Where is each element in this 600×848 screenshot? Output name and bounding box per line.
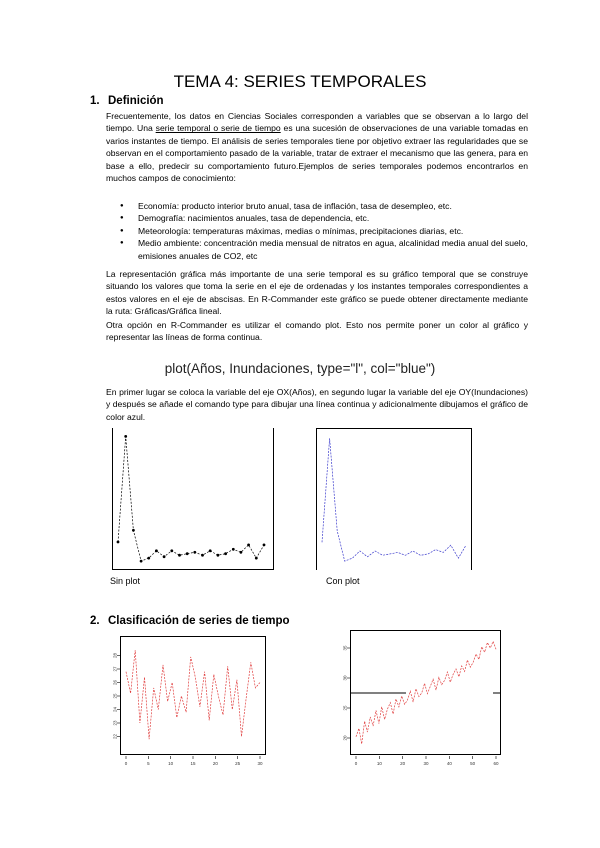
x-tick-label: 20 <box>400 761 406 766</box>
code-example: plot(Años, Inundaciones, type="l", col="blue") <box>164 361 436 376</box>
section-2-heading: Clasificación de series de tiempo <box>108 615 290 627</box>
x-tick-label: 25 <box>235 761 241 766</box>
data-point <box>117 541 120 544</box>
y-tick-label: 28 <box>112 652 118 659</box>
list-item: ● Meteorología: temperaturas máximas, medias o mínimas, precipitaciones diarias, etc. <box>114 225 528 237</box>
data-point <box>132 529 135 532</box>
x-tick-label: 30 <box>257 761 263 766</box>
chart-sin-plot <box>112 428 274 570</box>
y-tick-label: 35 <box>342 645 348 651</box>
data-point <box>232 548 235 551</box>
chart-stationary <box>110 636 268 766</box>
series-line <box>126 650 260 739</box>
data-point <box>163 555 166 558</box>
x-tick-label: 20 <box>212 761 218 766</box>
paragraph-definition <box>106 110 528 184</box>
y-tick-label: 26 <box>112 679 118 686</box>
y-tick-label: 27 <box>112 666 118 672</box>
list-item: ● Medio ambiente: concentración media mensual de nitratos en agua, alcalinidad media anual del suelo, emisiones anuales de CO2, etc <box>114 237 528 262</box>
paragraph-plot-command: Otra opción en R-Commander es utilizar el comando plot. Esto nos permite poner un color al gráfico y representar las líneas de forma continua. <box>106 320 528 343</box>
y-tick-label: 20 <box>342 735 348 741</box>
section-2-number: 2. <box>90 615 100 627</box>
data-point <box>224 552 227 555</box>
x-tick-label: 30 <box>423 761 429 766</box>
data-point <box>155 549 158 552</box>
data-point <box>193 551 196 554</box>
x-tick-label: 40 <box>446 761 452 766</box>
x-tick-label: 60 <box>493 761 499 766</box>
chart-trend <box>338 630 504 766</box>
para1-pre: Frecuentemente, los datos en Ciencias Sociales corresponden a variables que se observan a lo largo del tiempo. Una <box>106 111 528 134</box>
data-point <box>247 544 250 547</box>
x-tick-label: 0 <box>124 761 128 766</box>
paragraph-representation: La representación gráfica más importante de una serie temporal es su gráfico temporal que se construye situando los valores que toma la serie en el eje de ordenadas y los instantes temporales correspondientes a estos valores en el eje de abscisas. En R-Commander este gráfico se puede obtener directamente mediante la ruta: Gráficas/Gráfica lineal. <box>106 269 528 317</box>
y-tick-label: 24 <box>112 706 118 713</box>
y-tick-label: 30 <box>342 675 348 681</box>
series-line <box>118 436 264 561</box>
x-tick-label: 15 <box>190 761 196 766</box>
caption-con-plot: Con plot <box>326 576 360 586</box>
data-point <box>263 544 266 547</box>
y-tick-label: 22 <box>112 733 118 740</box>
section-1-number: 1. <box>90 95 100 107</box>
series-line <box>322 438 466 561</box>
para1-post: es una sucesión de observaciones de una variable tomadas en varios instantes de tiempo. El análisis de series temporales tiene por objetivo extraer las regularidades que se observan en el comportamiento pasado de la variable, tratar de extraer el mecanismo que las genera, para en base a ello, predecir su comportamiento futuro.Ejemplos de series temporales podemos encontrarlos en muchos campos de conocimiento: <box>106 123 528 184</box>
data-point <box>255 557 258 560</box>
para1-term: serie temporal o serie de tiempo <box>155 123 281 134</box>
data-point <box>186 552 189 555</box>
data-point <box>147 557 150 560</box>
y-tick-label: 25 <box>342 705 348 711</box>
caption-sin-plot: Sin plot <box>110 576 141 586</box>
x-tick-label: 50 <box>470 761 476 766</box>
page-title: TEMA 4: SERIES TEMPORALES <box>173 72 427 91</box>
y-tick-label: 23 <box>112 720 118 726</box>
data-point <box>170 549 173 552</box>
data-point <box>209 549 212 552</box>
x-tick-label: 10 <box>376 761 382 766</box>
plot-frame <box>121 637 266 755</box>
x-tick-label: 5 <box>147 761 150 766</box>
data-point <box>240 551 243 554</box>
data-point <box>140 560 143 563</box>
section-1-heading: Definición <box>108 95 164 107</box>
list-item: ● Economía: producto interior bruto anual, tasa de inflación, tasa de desempleo, etc. <box>114 200 528 212</box>
x-tick-label: 10 <box>168 761 174 766</box>
data-point <box>201 554 204 557</box>
data-point <box>178 554 181 557</box>
examples-list <box>114 200 528 262</box>
data-point <box>124 435 127 438</box>
chart-con-plot <box>316 428 472 570</box>
list-item: ● Demografía: nacimientos anuales, tasa de dependencia, etc. <box>114 212 528 224</box>
paragraph-explanation: En primer lugar se coloca la variable del eje OX(Años), en segundo lugar la variable del eje OY(Inundaciones) y después se añade el comando type para dibujar una línea continua y adicionalmente dibujamos el gráfico de color azul. <box>106 387 528 422</box>
y-tick-label: 25 <box>112 693 118 699</box>
x-tick-label: 0 <box>354 761 358 766</box>
data-point <box>217 554 220 557</box>
